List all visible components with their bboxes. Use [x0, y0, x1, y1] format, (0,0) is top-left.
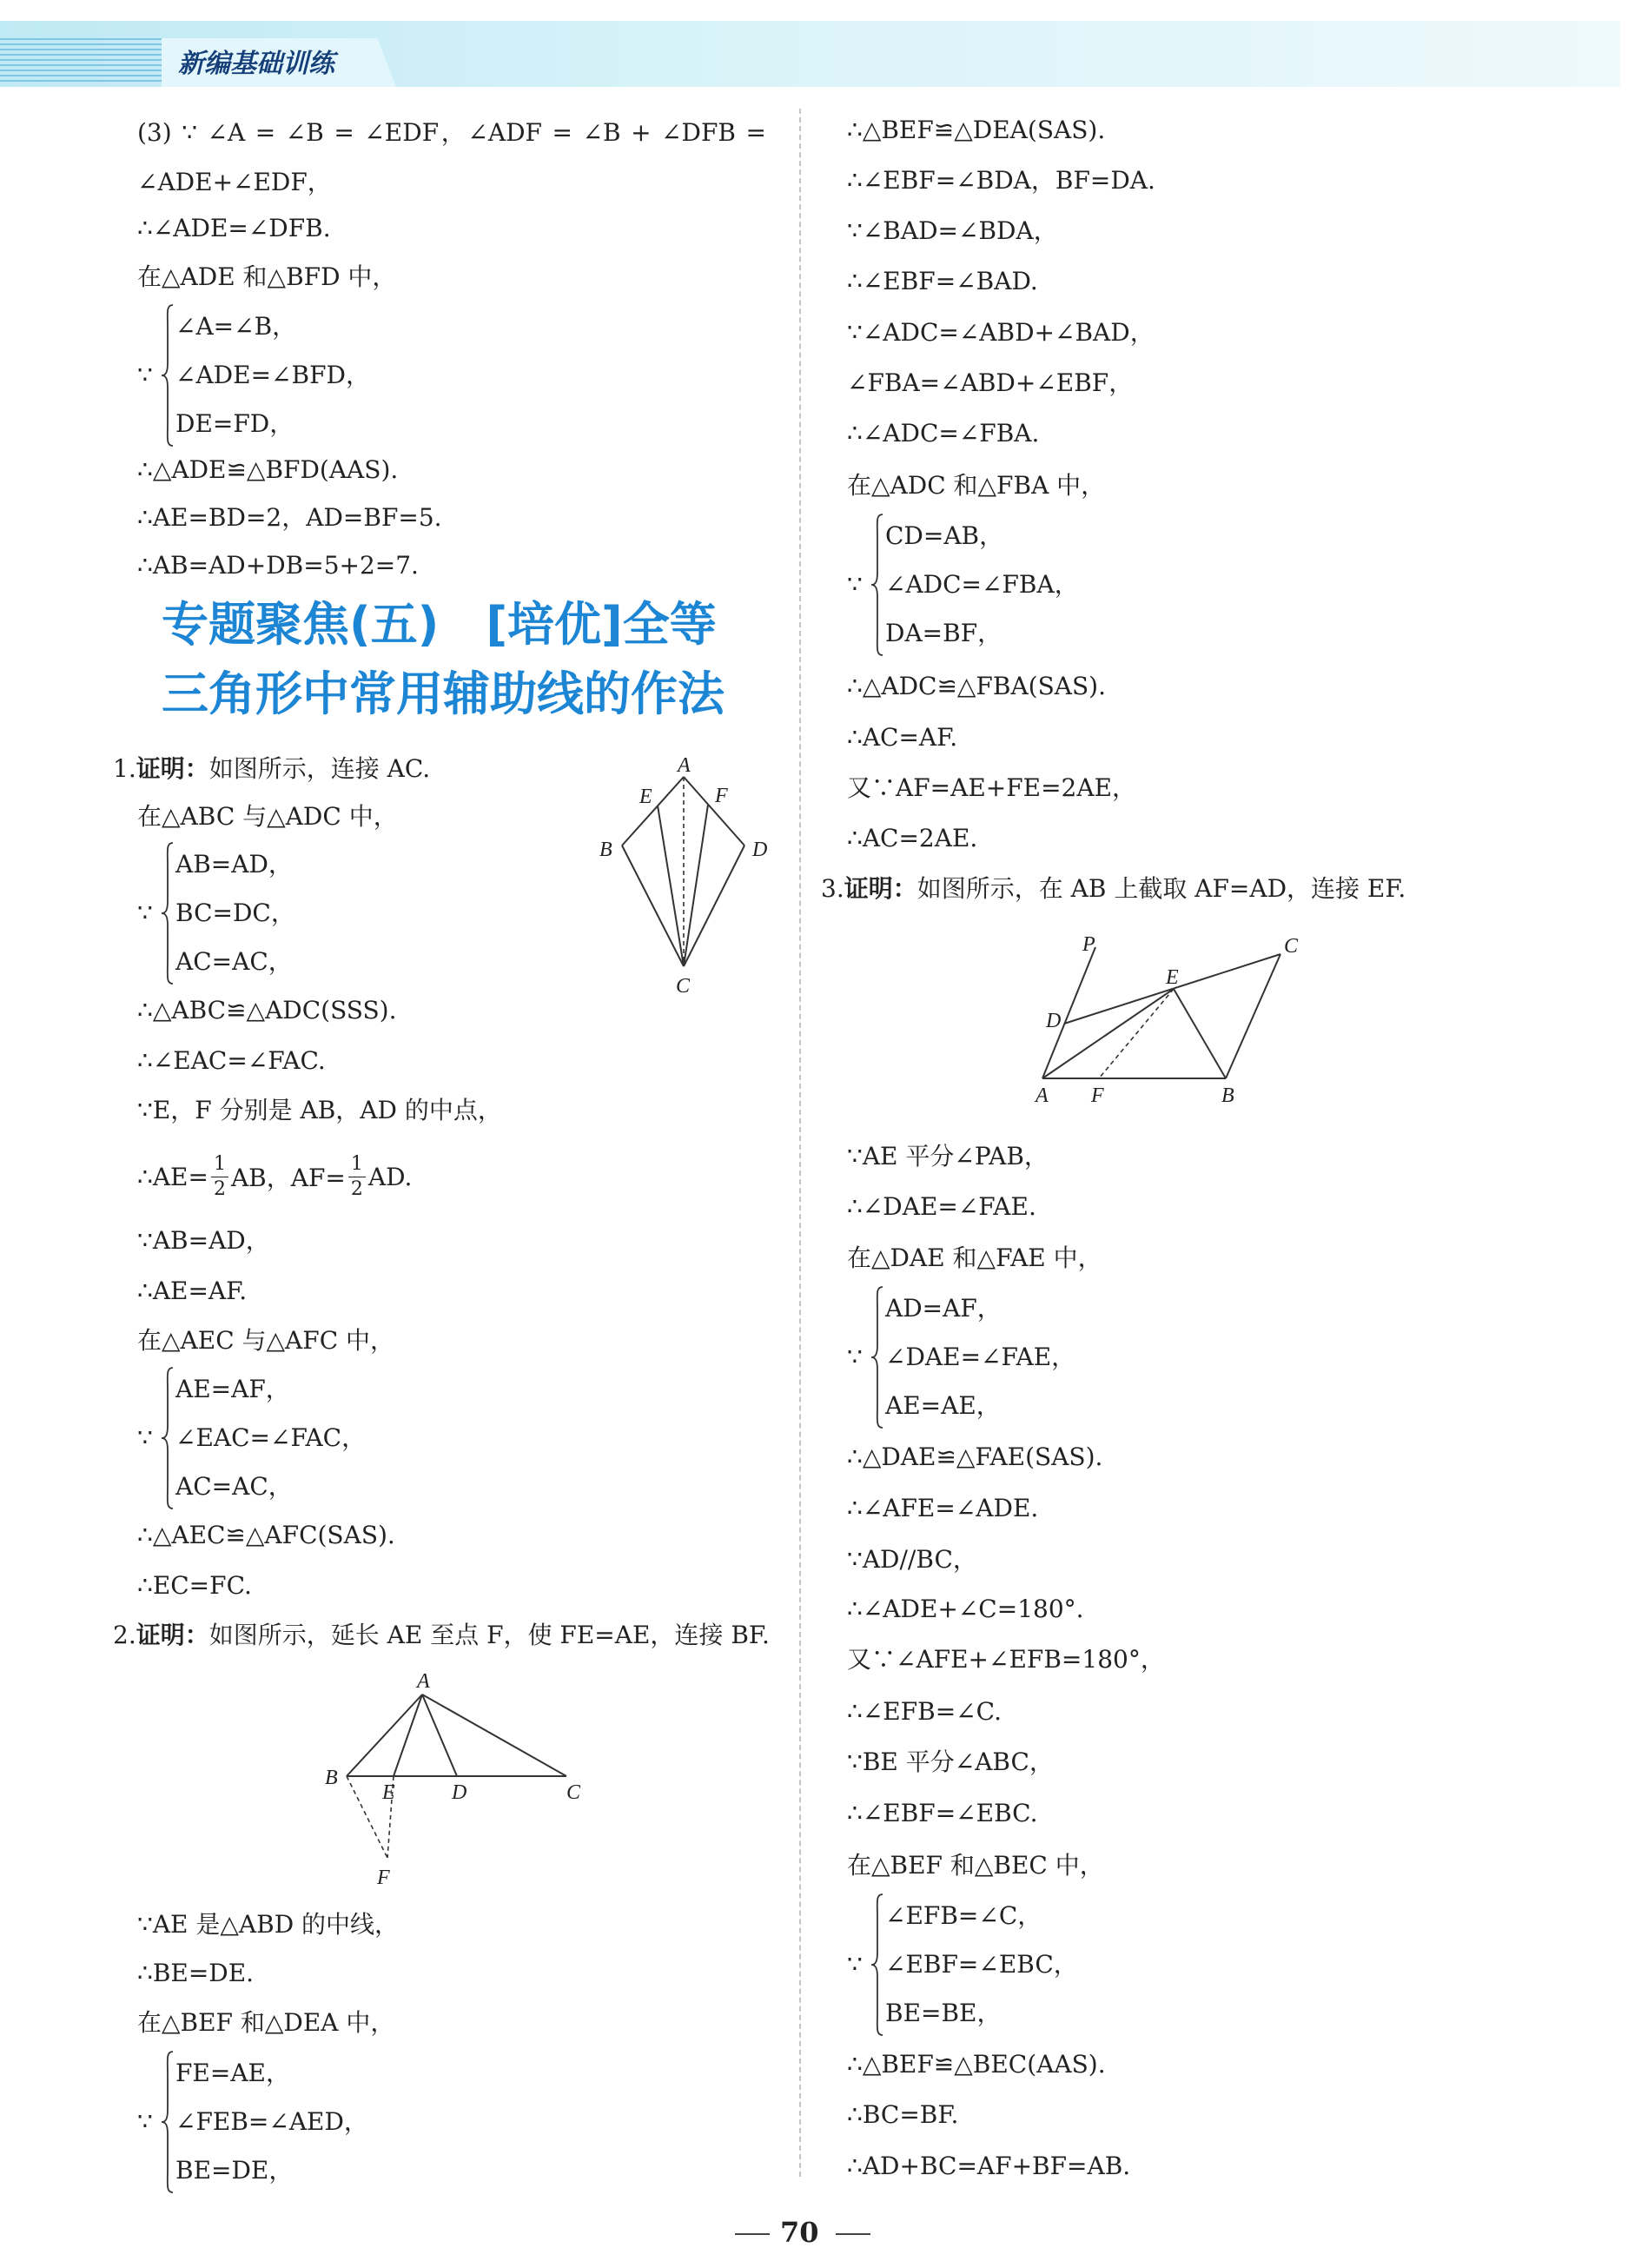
brace-item: BE=DE，	[175, 2156, 294, 2185]
s3-line: ∠ADE+∠EDF，	[137, 168, 332, 196]
because-symbol: ∵	[847, 1343, 863, 1371]
point-label-a: A	[678, 754, 691, 777]
problem-3-heading	[821, 874, 1406, 904]
problem-1-heading	[113, 754, 430, 784]
p2-line: ∴∠EBF=∠BDA，BF=DA.	[847, 166, 1155, 195]
point-label-f: F	[715, 785, 728, 807]
p3-line: ∴∠AFE=∠ADE.	[847, 1494, 1039, 1522]
topic-title-line1: 专题聚焦(五) [培优]全等	[162, 597, 717, 652]
brace-item: AC=AC，	[175, 947, 293, 976]
p1-line: 在△ABC 与△ADC 中，	[137, 802, 398, 831]
p2-line: ∴∠EBF=∠BAD.	[847, 267, 1038, 295]
p2-line: ∴BE=DE.	[137, 1959, 255, 1987]
point-label-b: B	[599, 839, 612, 861]
segment-bc	[1226, 954, 1280, 1078]
s3-line: ∴∠ADE=∠DFB.	[137, 214, 331, 242]
p3-line: ∵AD//BC，	[847, 1545, 977, 1574]
p3-line: ∴△BEF≌△BEC(AAS).	[847, 2050, 1106, 2079]
brace-item: CD=AB，	[885, 521, 1004, 550]
curly-brace	[870, 1892, 885, 2038]
p2-line: ∴AC=AF.	[847, 723, 958, 752]
brace-item: DA=BF，	[885, 619, 1002, 647]
p2-line: 在△ADC 和△FBA 中，	[847, 471, 1106, 500]
brace-item: ∠EAC=∠FAC，	[175, 1423, 367, 1452]
condition-brace-group	[847, 1284, 1299, 1430]
segment-ad	[684, 777, 744, 846]
problem-2-heading	[113, 1621, 770, 1650]
numerator: 1	[348, 1152, 366, 1177]
p2-line: 在△BEF 和△DEA 中，	[137, 2008, 395, 2037]
segment-ab	[622, 777, 684, 846]
curly-brace	[160, 1365, 175, 1511]
column-divider	[799, 109, 801, 2177]
brace-item: AE=AF，	[175, 1375, 290, 1403]
figure-3-quadrilateral	[1025, 930, 1312, 1112]
problem-intro: 如图所示，延长 AE 至点 F，使 FE=AE，连接 BF.	[208, 1621, 770, 1649]
page-number: 70	[780, 2216, 819, 2249]
condition-brace-group	[137, 840, 589, 986]
condition-brace-group	[137, 302, 589, 448]
point-label-c: C	[1284, 935, 1299, 958]
curly-brace	[160, 2049, 175, 2195]
segment-ab	[347, 1694, 422, 1776]
point-label-a: A	[417, 1670, 430, 1693]
point-label-a: A	[1036, 1084, 1049, 1107]
fraction-one-half	[211, 1152, 228, 1202]
figure-1-kite	[591, 747, 782, 999]
p3-line: ∴∠ADE+∠C=180°.	[847, 1595, 1084, 1623]
fraction-text: AD.	[367, 1162, 413, 1191]
problem-number: 3.	[821, 874, 844, 903]
p3-line: ∴△DAE≌△FAE(SAS).	[847, 1442, 1103, 1471]
point-label-p: P	[1082, 933, 1095, 956]
condition-brace-group	[847, 1892, 1299, 2038]
p3-line: ∴∠DAE=∠FAE.	[847, 1192, 1036, 1221]
p2-line: ∵∠ADC=∠ABD+∠BAD，	[847, 318, 1155, 347]
p3-line: ∴AD+BC=AF+BF=AB.	[847, 2152, 1131, 2180]
p1-line: ∴∠EAC=∠FAC.	[137, 1046, 326, 1075]
point-label-d: D	[452, 1781, 467, 1804]
proof-label: 证明：	[136, 754, 209, 783]
because-symbol: ∵	[137, 361, 153, 389]
p1-line: ∴AE=AF.	[137, 1277, 248, 1305]
series-title: 新编基础训练	[178, 49, 334, 79]
p3-line: ∵AE 平分∠PAB，	[847, 1142, 1049, 1170]
because-symbol: ∵	[847, 1950, 863, 1979]
p3-line: 在△BEF 和△BEC 中，	[847, 1851, 1104, 1880]
point-label-b: B	[325, 1767, 338, 1789]
p2-line: ∵∠BAD=∠BDA，	[847, 216, 1058, 245]
problem-intro: 如图所示，连接 AC.	[208, 754, 431, 783]
point-label-c: C	[676, 975, 691, 998]
figure-2-triangle	[313, 1660, 591, 1894]
p1-line: ∵E，F 分别是 AB，AD 的中点，	[137, 1096, 502, 1124]
problem-number: 1.	[113, 754, 136, 783]
point-label-f: F	[377, 1867, 390, 1889]
p1-line: 在△AEC 与△AFC 中，	[137, 1326, 395, 1355]
brace-item: FE=AE，	[175, 2059, 290, 2087]
s3-line: ∴△ADE≌△BFD(AAS).	[137, 455, 399, 484]
condition-brace-group	[847, 512, 1299, 658]
p1-line: ∴△AEC≌△AFC(SAS).	[137, 1521, 395, 1549]
segment-ef-dashed	[1099, 989, 1174, 1078]
point-label-e: E	[639, 786, 652, 808]
segment-bf-dashed	[347, 1776, 387, 1858]
numerator: 1	[211, 1152, 228, 1177]
p2-line: ∴△BEF≌△DEA(SAS).	[847, 116, 1106, 144]
brace-item: ∠EBF=∠EBC，	[885, 1950, 1078, 1979]
brace-item: DE=FD，	[175, 409, 294, 438]
header-stripes	[0, 38, 174, 85]
brace-item: AD=AF，	[885, 1294, 1002, 1323]
fraction-text: AB，AF=	[230, 1164, 346, 1192]
p1-line: ∴△ABC≌△ADC(SSS).	[137, 996, 397, 1025]
point-label-d: D	[1046, 1010, 1062, 1032]
p3-line: 又∵∠AFE+∠EFB=180°，	[847, 1645, 1165, 1674]
p2-line: ∵AE 是△ABD 的中线，	[137, 1910, 400, 1939]
s3-line: 在△ADE 和△BFD 中，	[137, 262, 397, 291]
point-label-f: F	[1091, 1084, 1104, 1107]
p2-line: ∠FBA=∠ABD+∠EBF，	[847, 368, 1134, 397]
p2-line: ∴AC=2AE.	[847, 824, 978, 852]
segment-ad	[422, 1694, 457, 1776]
brace-item: BC=DC，	[175, 899, 295, 927]
s3-line: ∴AB=AD+DB=5+2=7.	[137, 551, 419, 580]
point-label-d: D	[752, 839, 768, 861]
because-symbol: ∵	[137, 2107, 153, 2136]
because-symbol: ∵	[847, 570, 863, 599]
p3-line: ∵BE 平分∠ABC，	[847, 1747, 1054, 1776]
point-label-b: B	[1221, 1084, 1234, 1107]
problem-intro: 如图所示，在 AB 上截取 AF=AD，连接 EF.	[916, 874, 1406, 903]
brace-item: ∠DAE=∠FAE，	[885, 1343, 1076, 1371]
p3-line: ∴BC=BF.	[847, 2100, 959, 2129]
because-symbol: ∵	[137, 899, 153, 927]
condition-brace-group	[137, 2049, 589, 2195]
brace-item: BE=BE，	[885, 1999, 1002, 2027]
brace-item: ∠A=∠B，	[175, 312, 297, 341]
p1-fraction-line	[137, 1147, 412, 1206]
curly-brace	[160, 302, 175, 448]
curly-brace	[870, 1284, 885, 1430]
because-symbol: ∵	[137, 1423, 153, 1452]
topic-title-line2: 三角形中常用辅助线的作法	[162, 666, 725, 721]
p2-line: ∴△ADC≌△FBA(SAS).	[847, 672, 1106, 700]
p1-line: ∴EC=FC.	[137, 1571, 252, 1600]
proof-label: 证明：	[136, 1621, 209, 1649]
p3-line: ∴∠EFB=∠C.	[847, 1697, 1002, 1726]
denominator: 2	[350, 1177, 363, 1200]
p3-line: ∴∠EBF=∠EBC.	[847, 1799, 1038, 1827]
p2-line: ∴∠ADC=∠FBA.	[847, 419, 1040, 448]
segment-ae	[394, 1694, 422, 1776]
p2-line: 又∵AF=AE+FE=2AE，	[847, 773, 1137, 802]
fraction-text: ∴AE=	[137, 1162, 208, 1191]
fraction-one-half	[348, 1152, 366, 1202]
segment-be	[1174, 989, 1226, 1078]
brace-item: ∠EFB=∠C，	[885, 1901, 1042, 1930]
brace-item: AB=AD，	[175, 850, 293, 879]
segment-ac	[422, 1694, 566, 1776]
condition-brace-group	[137, 1365, 589, 1511]
curly-brace	[870, 512, 885, 658]
denominator: 2	[213, 1177, 226, 1200]
page-number-dash-right	[836, 2233, 870, 2235]
problem-number: 2.	[113, 1621, 136, 1649]
brace-item: ∠FEB=∠AED，	[175, 2107, 368, 2136]
curly-brace	[160, 840, 175, 986]
proof-label: 证明：	[844, 874, 917, 903]
page-number-dash-left	[735, 2233, 770, 2235]
p1-line: ∵AB=AD，	[137, 1226, 270, 1255]
brace-item: ∠ADC=∠FBA，	[885, 570, 1079, 599]
s3-line: (3) ∵ ∠A = ∠B = ∠EDF，∠ADF = ∠B + ∠DFB =	[137, 118, 766, 147]
brace-item: AC=AC，	[175, 1472, 293, 1501]
brace-item: AE=AE，	[885, 1391, 1001, 1420]
p3-line: 在△DAE 和△FAE 中，	[847, 1243, 1102, 1272]
brace-item: ∠ADE=∠BFD，	[175, 361, 370, 389]
s3-line: ∴AE=BD=2，AD=BF=5.	[137, 503, 442, 532]
segment-ae	[1042, 989, 1174, 1078]
point-label-e: E	[1166, 966, 1179, 989]
point-label-e: E	[382, 1781, 395, 1804]
point-label-c: C	[566, 1781, 581, 1804]
